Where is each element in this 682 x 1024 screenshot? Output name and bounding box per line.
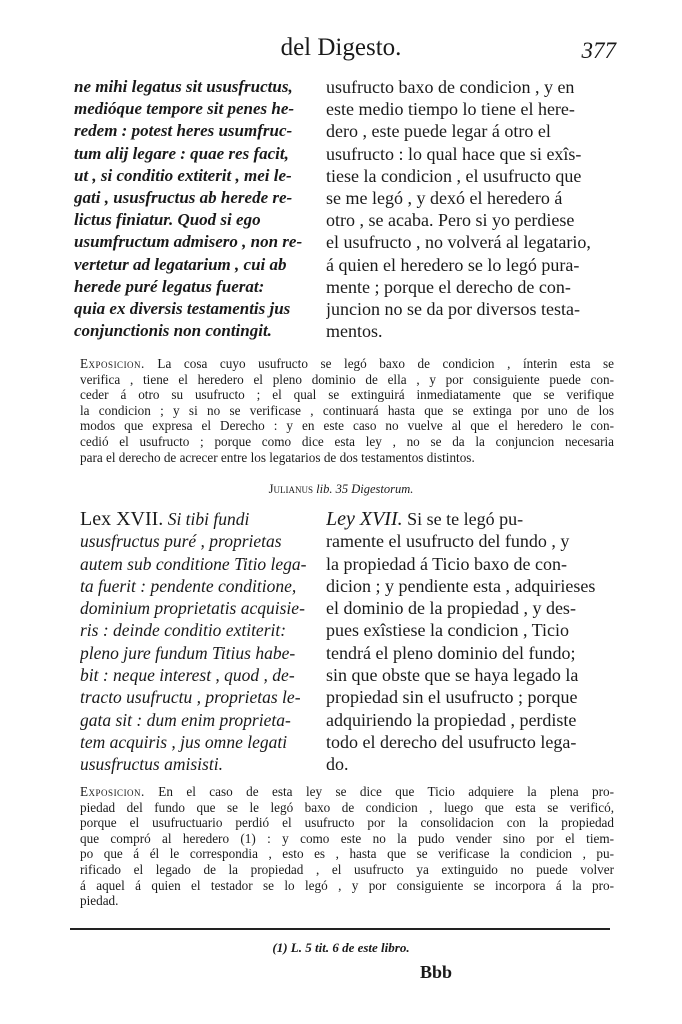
- running-head-title: del Digesto.: [280, 34, 402, 61]
- ley-heading: Ley XVII.: [326, 508, 403, 530]
- latin-line: vertetur ad legatarium , cui ab: [74, 254, 287, 274]
- spanish-line: la propiedad á Ticio baxo de con-: [326, 553, 567, 574]
- latin-line: redem : potest heres usumfruc-: [74, 121, 293, 141]
- latin-line: ris : deinde conditio extiterit:: [80, 620, 287, 641]
- spanish-line: sin que obste que se haya legado la: [326, 665, 579, 686]
- spanish-line: mentos.: [326, 321, 383, 342]
- source-work: lib. 35 Digestorum.: [316, 482, 414, 496]
- spanish-line: adquiriendo la propiedad , perdiste: [326, 709, 577, 730]
- exposicion-line: verifica , tiene el heredero el pleno dominio de ella , y por consiguiente puede con-: [80, 371, 614, 387]
- spanish-line: á quien el heredero se lo legó pura-: [326, 254, 580, 275]
- spanish-line: dero , este puede legar á otro el: [326, 121, 551, 142]
- spanish-line: propiedad sin el usufructo ; porque: [326, 687, 578, 708]
- exposicion-line: modos que expresa el Derecho : y en este caso no vuelve al que el heredero le con-: [80, 418, 614, 434]
- exposicion-line: piedad.: [80, 893, 119, 909]
- exposicion-line: piedad del fundo que se le legó baxo de condicion , luego que esta se verificó,: [80, 799, 614, 815]
- spanish-line: usufructo baxo de condicion , y en: [326, 77, 575, 97]
- exposicion-line: ceder á otro su usufructo ; el qual se extinguirá inmediatamente que se verifique: [80, 387, 614, 403]
- latin-line: ususfructus amisisti.: [80, 754, 223, 775]
- latin-line: bit : neque interest , quod , de-: [80, 665, 295, 686]
- spanish-line: todo el derecho del usufructo lega-: [326, 731, 577, 752]
- latin-line: quia ex diversis testamentis jus: [74, 299, 291, 319]
- lex-heading: Lex XVII.: [80, 508, 164, 530]
- spanish-line: do.: [326, 754, 349, 775]
- source-citation: [0, 482, 682, 497]
- spanish-line: otro , se acaba. Pero si yo perdiese: [326, 210, 575, 231]
- latin-line: lictus finiatur. Quod si ego: [74, 210, 261, 230]
- exposicion-text: En el caso de esta ley se dice que Ticio adquiere la plena pro-: [144, 784, 614, 799]
- exposicion-line: [80, 784, 614, 800]
- latin-line: conjunctionis non contingit.: [74, 321, 272, 341]
- spanish-line: ramente el usufructo del fundo , y: [326, 531, 570, 552]
- spanish-line: se me legó , y dexó el heredero á: [326, 188, 563, 209]
- spanish-line: dicion ; y pendiente esta , adquirieses: [326, 575, 596, 596]
- latin-line: pleno jure fundum Titius habe-: [80, 642, 296, 663]
- exposicion-label: Exposicion.: [80, 784, 145, 799]
- exposicion-line: que compró al heredero (1) : y como este no la pudo vender sino por el tiem-: [80, 830, 614, 846]
- spanish-line: juncion no se da por diversos testa-: [326, 299, 580, 320]
- latin-line: dominium proprietatis acquisie-: [80, 598, 305, 619]
- spanish-line: el dominio de la propiedad , y des-: [326, 598, 576, 619]
- exposicion-text: La cosa cuyo usufructo se legó baxo de condicion , ínterin esta se: [144, 356, 614, 371]
- spanish-text-column-1: [326, 76, 616, 342]
- latin-line: tracto usufructu , proprietas le-: [80, 687, 301, 708]
- latin-line: usumfructum admisero , non re-: [74, 232, 303, 252]
- exposicion-line: á aquel á quien el testador se lo legó , y por consiguiente se incorpora á la pro-: [80, 877, 614, 893]
- latin-line: herede puré legatus fuerat:: [74, 276, 265, 296]
- latin-text-column-2: [80, 508, 316, 776]
- ley-first-text: Si se te legó pu-: [402, 509, 524, 529]
- exposicion-paragraph-1: [80, 356, 614, 465]
- ley-heading-line: [326, 508, 616, 530]
- spanish-line: pues exîstiese la condicion , Ticio: [326, 620, 569, 641]
- exposicion-line: [80, 356, 614, 372]
- latin-line: medióque tempore sit penes he-: [74, 99, 295, 119]
- latin-line: tem acquiris , jus omne legati: [80, 731, 288, 752]
- spanish-line: usufructo : lo qual hace que si exîs-: [326, 143, 582, 164]
- page-number: 377: [581, 38, 616, 63]
- spanish-line: este medio tiempo lo tiene el here-: [326, 99, 575, 120]
- source-author: Julianus: [268, 482, 313, 496]
- latin-line: tum alij legare : quae res facit,: [74, 143, 289, 163]
- spanish-line: tiese la condicion , el usufructo que: [326, 165, 582, 186]
- footnote: (1) L. 5 tit. 6 de este libro.: [272, 940, 410, 955]
- signature-mark: Bbb: [420, 962, 453, 982]
- exposicion-line: la condicion ; y si no se verificase , continuará hasta que se extinga por uno de los: [80, 402, 614, 418]
- footnote-rule: [70, 928, 610, 930]
- spanish-line: mente ; porque el derecho de con-: [326, 276, 571, 297]
- exposicion-line: para el derecho de acrecer entre los legatarios de dos testamentos distintos.: [80, 449, 475, 465]
- exposicion-line: cedió el usufructo ; porque como dice esta ley , no se da la conjuncion necesaria: [80, 433, 614, 449]
- latin-line: gata sit : dum enim proprieta-: [80, 709, 291, 730]
- spanish-line: tendrá el pleno dominio del fundo;: [326, 642, 576, 663]
- exposicion-line: po que á él le correspondia , esto es , hasta que se verificase la condicion , pu-: [80, 846, 614, 862]
- lex-first-text: Si tibi fundi: [163, 509, 250, 529]
- latin-line: ut , si conditio extiterit , mei le-: [74, 165, 292, 185]
- latin-line: ususfructus puré , proprietas: [80, 531, 282, 552]
- lex-heading-line: [80, 508, 316, 530]
- exposicion-line: rificado el legado de la propiedad , el usufructo ya extinguido no puede volver: [80, 861, 614, 877]
- spanish-text-column-2: [326, 508, 616, 776]
- latin-line: autem sub conditione Titio lega-: [80, 553, 307, 574]
- spanish-line: el usufructo , no volverá al legatario,: [326, 232, 591, 253]
- latin-line: ta fuerit : pendente conditione,: [80, 575, 297, 596]
- latin-line: gati , ususfructus ab herede re-: [74, 188, 293, 208]
- exposicion-label: Exposicion.: [80, 356, 145, 371]
- exposicion-paragraph-2: [80, 784, 614, 909]
- latin-text-column-1: [74, 76, 310, 342]
- latin-line: ne mihi legatus sit ususfructus,: [74, 77, 293, 96]
- exposicion-line: porque el usufructuario perdió el usufructo por la consolidacion con la propiedad: [80, 815, 614, 831]
